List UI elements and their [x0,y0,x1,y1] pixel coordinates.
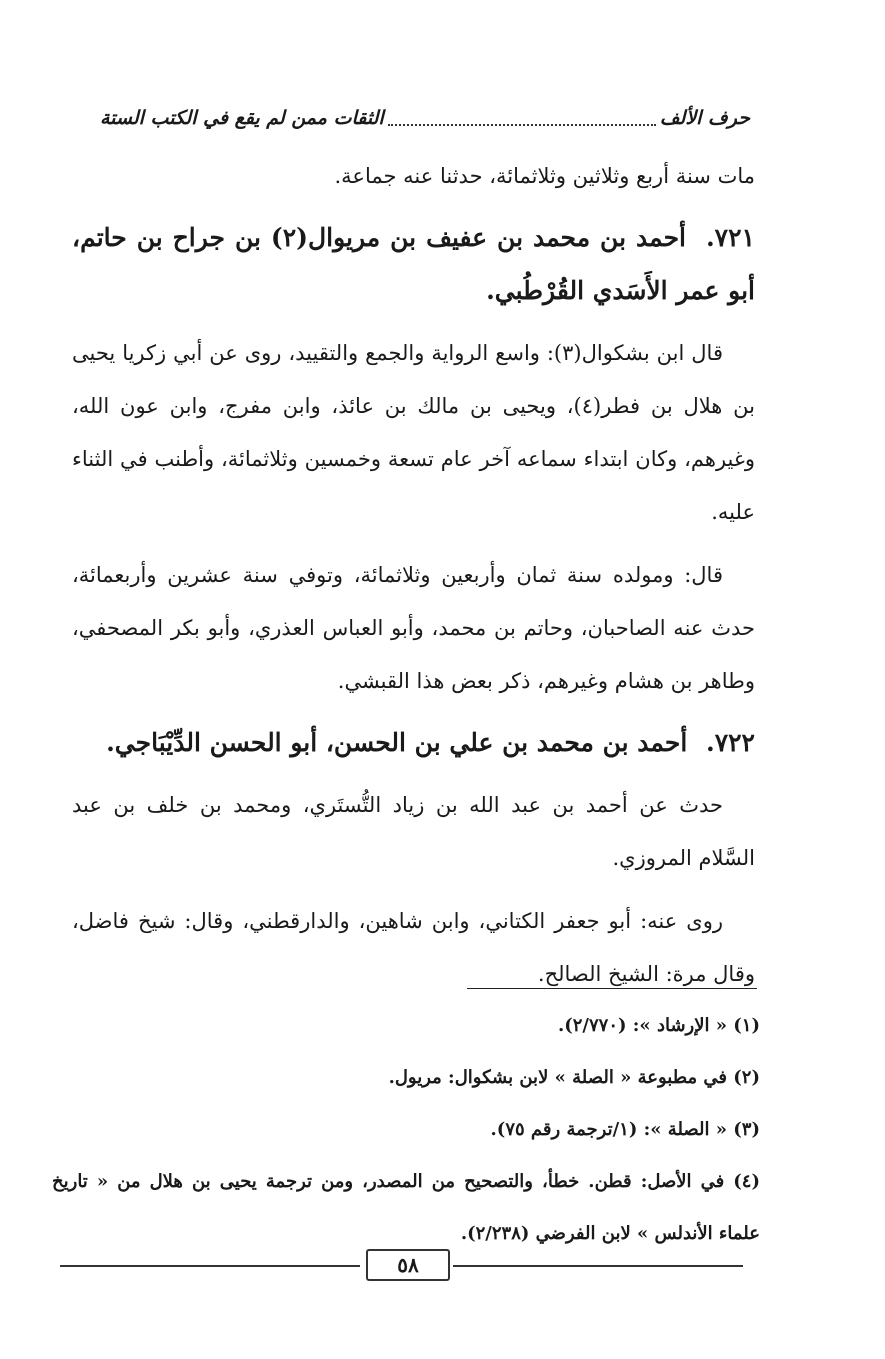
entry-722-number: ٧٢٢. [705,728,755,757]
running-head-dots [388,110,656,126]
footnote-divider [467,988,757,989]
footnote-4: (٤) في الأصل: قطن. خطأ، والتصحيح من المصدر، ومن ترجمة يحيى بن هلال من « تاريخ علماء الأندلس » لابن الفرضي (٢/٢٣٨). [52,1171,760,1244]
footnote-1: (١) « الإرشاد »: (٢/٧٧٠). [557,1015,760,1036]
running-head-title: الثقات ممن لم يقع في الكتب الستة [100,107,384,129]
folio-rule-left [60,1265,360,1267]
entry-722-paragraph-1: حدث عن أحمد بن عبد الله بن زياد التُّستَري، ومحمد بن خلف بن عبد السَّلام المروزي. [72,793,755,870]
entry-721-heading [72,211,755,317]
entry-721-number: ٧٢١. [705,223,755,252]
entry-722-paragraph-2: روى عنه: أبو جعفر الكتاني، وابن شاهين، والدارقطني، وقال: شيخ فاضل، وقال مرة: الشيخ الصالح. [72,909,755,986]
footnote-3: (٣) « الصلة »: (١/ترجمة رقم ٧٥). [490,1119,760,1140]
page-number: ٥٨ [366,1249,450,1281]
entry-721-paragraph-1: قال ابن بشكوال(٣): واسع الرواية والجمع والتقييد، روى عن أبي زكريا يحيى بن هلال بن فطر(٤)، ويحيى بن مالك بن عائذ، وابن مفرج، وابن عون الله، وغيرهم، وكان ابتداء سماعه آخر عام تسعة وخمسين وثلاثمائة، وأطنب في الثناء عليه. [72,341,755,524]
entry-721-name: أحمد بن محمد بن عفيف بن مريوال(٢) بن جراح بن حاتم، أبو عمر الأَسَدي القُرْطُبي. [72,223,755,305]
folio-rule-right [453,1265,743,1267]
footnotes [52,1000,760,1260]
running-head [100,98,750,138]
entry-721-paragraph-2: قال: ومولده سنة ثمان وأربعين وثلاثمائة، وتوفي سنة عشرين وأربعمائة، حدث عنه الصاحبان، وحاتم بن محمد، وأبو العباس العذري، وأبو بكر المصحفي، وطاهر بن هشام وغيرهم، ذكر بعض هذا القبشي. [72,563,755,693]
footnote-2: (٢) في مطبوعة « الصلة » لابن بشكوال: مريول. [388,1067,760,1088]
intro-paragraph: مات سنة أربع وثلاثين وثلاثمائة، حدثنا عنه جماعة. [334,164,755,188]
entry-722-heading [72,716,755,769]
entry-722-name: أحمد بن محمد بن علي بن الحسن، أبو الحسن الدِّيْبَاجي. [106,728,688,757]
running-head-chapter: حرف الألف [659,107,750,129]
main-text [72,150,755,1001]
page-number-ornament [60,1245,743,1285]
